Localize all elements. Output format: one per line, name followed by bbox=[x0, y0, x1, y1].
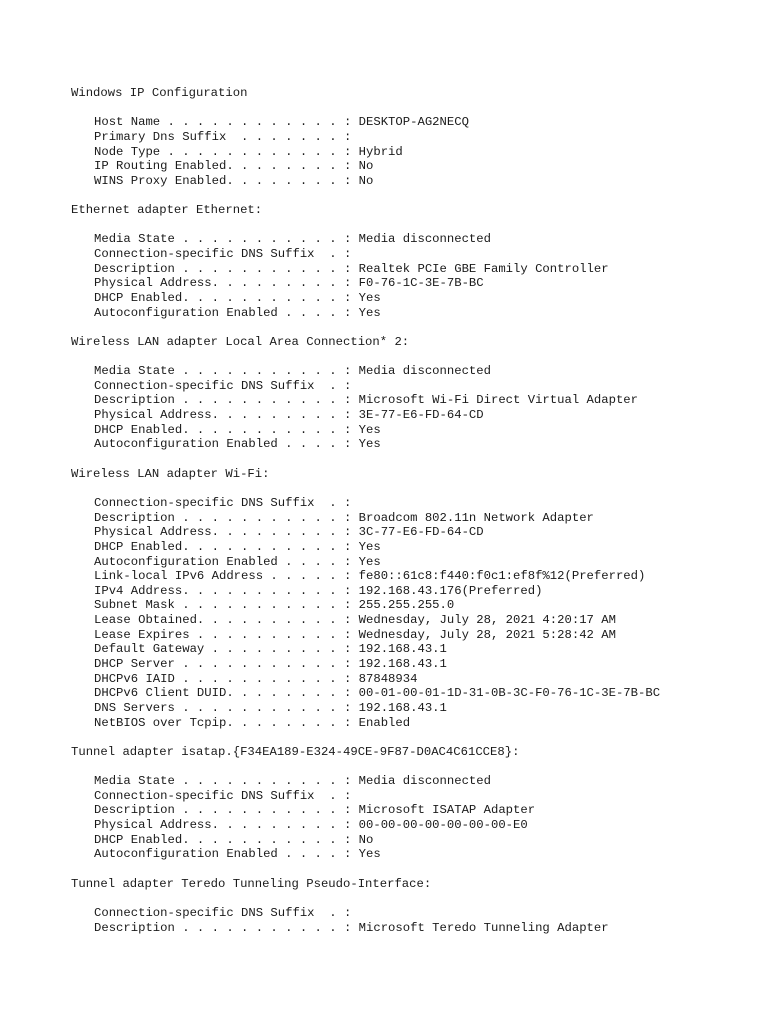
section-heading: Tunnel adapter Teredo Tunneling Pseudo-Interface: bbox=[71, 876, 432, 891]
blank-line bbox=[71, 452, 761, 467]
colon-separator: : bbox=[343, 788, 359, 803]
document-title: Windows IP Configuration bbox=[71, 86, 248, 100]
config-label: Physical Address. . . . . . . . . bbox=[94, 276, 344, 291]
config-row bbox=[71, 232, 761, 247]
config-label: Media State . . . . . . . . . . . bbox=[94, 774, 344, 789]
config-label: IP Routing Enabled. . . . . . . . bbox=[94, 159, 344, 174]
config-label: Lease Expires . . . . . . . . . . bbox=[94, 627, 344, 642]
config-value: F0-76-1C-3E-7B-BC bbox=[358, 276, 484, 291]
config-label: Physical Address. . . . . . . . . bbox=[94, 525, 344, 540]
config-value: Microsoft ISATAP Adapter bbox=[358, 803, 536, 818]
config-label: DHCPv6 Client DUID. . . . . . . . bbox=[94, 686, 344, 701]
colon-separator: : bbox=[343, 115, 359, 130]
colon-separator: : bbox=[343, 847, 359, 862]
section-heading: Tunnel adapter isatap.{F34EA189-E324-49CE-9F87-D0AC4C61CCE8}: bbox=[71, 744, 520, 759]
config-row bbox=[71, 642, 761, 657]
config-label: Node Type . . . . . . . . . . . . bbox=[94, 144, 344, 159]
config-value: Microsoft Teredo Tunneling Adapter bbox=[358, 920, 609, 935]
config-label: Default Gateway . . . . . . . . . bbox=[94, 642, 344, 657]
config-label: Connection-specific DNS Suffix . bbox=[94, 495, 344, 510]
colon-separator: : bbox=[343, 378, 359, 393]
config-row bbox=[71, 496, 761, 511]
colon-separator: : bbox=[343, 261, 359, 276]
colon-separator: : bbox=[343, 422, 359, 437]
blank-line bbox=[71, 101, 761, 116]
config-value: No bbox=[358, 832, 374, 847]
colon-separator: : bbox=[343, 627, 359, 642]
adapter-section bbox=[71, 745, 761, 877]
config-value: 192.168.43.1 bbox=[358, 656, 447, 671]
config-value: Media disconnected bbox=[358, 774, 491, 789]
config-row bbox=[71, 291, 761, 306]
config-row bbox=[71, 686, 761, 701]
adapter-section bbox=[71, 467, 761, 745]
config-row bbox=[71, 833, 761, 848]
config-row bbox=[71, 803, 761, 818]
config-value: Realtek PCIe GBE Family Controller bbox=[358, 261, 609, 276]
config-label: Connection-specific DNS Suffix . bbox=[94, 788, 344, 803]
colon-separator: : bbox=[343, 671, 359, 686]
colon-separator: : bbox=[343, 700, 359, 715]
config-label: DHCP Enabled. . . . . . . . . . . bbox=[94, 422, 344, 437]
config-value: Yes bbox=[358, 539, 381, 554]
config-label: Connection-specific DNS Suffix . bbox=[94, 247, 344, 262]
config-row bbox=[71, 921, 761, 936]
blank-line bbox=[71, 218, 761, 233]
config-row bbox=[71, 672, 761, 687]
config-value: 87848934 bbox=[358, 671, 418, 686]
colon-separator: : bbox=[343, 569, 359, 584]
colon-separator: : bbox=[343, 818, 359, 833]
config-label: Subnet Mask . . . . . . . . . . . bbox=[94, 598, 344, 613]
config-value: 255.255.255.0 bbox=[358, 598, 455, 613]
config-label: Description . . . . . . . . . . . bbox=[94, 803, 344, 818]
colon-separator: : bbox=[343, 803, 359, 818]
config-label: Host Name . . . . . . . . . . . . bbox=[94, 115, 344, 130]
config-value: Wednesday, July 28, 2021 5:28:42 AM bbox=[358, 627, 616, 642]
config-row bbox=[71, 540, 761, 555]
config-value: Microsoft Wi-Fi Direct Virtual Adapter bbox=[358, 393, 639, 408]
config-row bbox=[71, 628, 761, 643]
config-row bbox=[71, 145, 761, 160]
config-row bbox=[71, 906, 761, 921]
config-value: fe80::61c8:f440:f0c1:ef8f%12(Preferred) bbox=[358, 569, 646, 584]
section-heading: Wireless LAN adapter Wi-Fi: bbox=[71, 466, 270, 481]
config-label: WINS Proxy Enabled. . . . . . . . bbox=[94, 173, 344, 188]
colon-separator: : bbox=[343, 774, 359, 789]
config-value: 00-01-00-01-1D-31-0B-3C-F0-76-1C-3E-7B-BC bbox=[358, 686, 661, 701]
colon-separator: : bbox=[343, 364, 359, 379]
config-row bbox=[71, 569, 761, 584]
colon-separator: : bbox=[343, 247, 359, 262]
blank-line bbox=[71, 862, 761, 877]
config-row bbox=[71, 525, 761, 540]
config-value: 3C-77-E6-FD-64-CD bbox=[358, 525, 484, 540]
blank-line bbox=[71, 891, 761, 906]
config-value: 192.168.43.1 bbox=[358, 700, 447, 715]
config-value: 3E-77-E6-FD-64-CD bbox=[358, 408, 484, 423]
config-value: Yes bbox=[358, 554, 381, 569]
colon-separator: : bbox=[343, 686, 359, 701]
config-label: Physical Address. . . . . . . . . bbox=[94, 408, 344, 423]
sections-container bbox=[71, 115, 761, 935]
colon-separator: : bbox=[343, 144, 359, 159]
colon-separator: : bbox=[343, 525, 359, 540]
config-row bbox=[71, 437, 761, 452]
colon-separator: : bbox=[343, 129, 359, 144]
config-row bbox=[71, 408, 761, 423]
colon-separator: : bbox=[343, 554, 359, 569]
config-label: DHCP Enabled. . . . . . . . . . . bbox=[94, 539, 344, 554]
adapter-section bbox=[71, 115, 761, 203]
config-label: DHCP Enabled. . . . . . . . . . . bbox=[94, 290, 344, 305]
config-value: Hybrid bbox=[358, 144, 403, 159]
config-value: Yes bbox=[358, 305, 381, 320]
colon-separator: : bbox=[343, 583, 359, 598]
config-value: Broadcom 802.11n Network Adapter bbox=[358, 510, 594, 525]
config-label: NetBIOS over Tcpip. . . . . . . . bbox=[94, 715, 344, 730]
config-value: No bbox=[358, 159, 374, 174]
config-value: Media disconnected bbox=[358, 232, 491, 247]
config-label: IPv4 Address. . . . . . . . . . . bbox=[94, 583, 344, 598]
config-row bbox=[71, 364, 761, 379]
colon-separator: : bbox=[343, 510, 359, 525]
blank-line bbox=[71, 481, 761, 496]
config-label: Description . . . . . . . . . . . bbox=[94, 393, 344, 408]
config-label: Description . . . . . . . . . . . bbox=[94, 920, 344, 935]
adapter-section bbox=[71, 877, 761, 936]
config-label: DHCP Server . . . . . . . . . . . bbox=[94, 656, 344, 671]
config-value: Media disconnected bbox=[358, 364, 491, 379]
colon-separator: : bbox=[343, 290, 359, 305]
config-label: DNS Servers . . . . . . . . . . . bbox=[94, 700, 344, 715]
config-value: DESKTOP-AG2NECQ bbox=[358, 115, 469, 130]
config-row bbox=[71, 847, 761, 862]
ipconfig-output bbox=[71, 86, 761, 935]
colon-separator: : bbox=[343, 305, 359, 320]
adapter-section bbox=[71, 335, 761, 467]
adapter-section bbox=[71, 203, 761, 335]
config-label: Connection-specific DNS Suffix . bbox=[94, 905, 344, 920]
colon-separator: : bbox=[343, 232, 359, 247]
config-value: Enabled bbox=[358, 715, 411, 730]
colon-separator: : bbox=[343, 495, 359, 510]
config-row bbox=[71, 818, 761, 833]
config-row bbox=[71, 716, 761, 731]
colon-separator: : bbox=[343, 173, 359, 188]
colon-separator: : bbox=[343, 159, 359, 174]
config-row bbox=[71, 555, 761, 570]
config-row bbox=[71, 598, 761, 613]
colon-separator: : bbox=[343, 920, 359, 935]
config-label: Media State . . . . . . . . . . . bbox=[94, 364, 344, 379]
config-label: Link-local IPv6 Address . . . . . bbox=[94, 569, 344, 584]
config-row bbox=[71, 247, 761, 262]
config-label: Autoconfiguration Enabled . . . . bbox=[94, 554, 344, 569]
config-row bbox=[71, 115, 761, 130]
colon-separator: : bbox=[343, 715, 359, 730]
colon-separator: : bbox=[343, 598, 359, 613]
config-value: Yes bbox=[358, 422, 381, 437]
config-label: Autoconfiguration Enabled . . . . bbox=[94, 847, 344, 862]
colon-separator: : bbox=[343, 437, 359, 452]
blank-line bbox=[71, 320, 761, 335]
colon-separator: : bbox=[343, 905, 359, 920]
config-value: Wednesday, July 28, 2021 4:20:17 AM bbox=[358, 613, 616, 628]
config-label: Description . . . . . . . . . . . bbox=[94, 261, 344, 276]
colon-separator: : bbox=[343, 408, 359, 423]
config-label: Physical Address. . . . . . . . . bbox=[94, 818, 344, 833]
config-label: Connection-specific DNS Suffix . bbox=[94, 378, 344, 393]
config-row bbox=[71, 276, 761, 291]
config-row bbox=[71, 159, 761, 174]
config-label: Autoconfiguration Enabled . . . . bbox=[94, 437, 344, 452]
colon-separator: : bbox=[343, 656, 359, 671]
blank-line bbox=[71, 188, 761, 203]
config-label: DHCP Enabled. . . . . . . . . . . bbox=[94, 832, 344, 847]
config-label: Description . . . . . . . . . . . bbox=[94, 510, 344, 525]
section-heading: Ethernet adapter Ethernet: bbox=[71, 203, 263, 218]
config-row bbox=[71, 262, 761, 277]
config-label: Lease Obtained. . . . . . . . . . bbox=[94, 613, 344, 628]
config-value: No bbox=[358, 173, 374, 188]
config-value: 00-00-00-00-00-00-00-E0 bbox=[358, 818, 528, 833]
config-value: 192.168.43.176(Preferred) bbox=[358, 583, 543, 598]
section-heading: Wireless LAN adapter Local Area Connection* 2: bbox=[71, 334, 410, 349]
colon-separator: : bbox=[343, 642, 359, 657]
colon-separator: : bbox=[343, 613, 359, 628]
config-row bbox=[71, 511, 761, 526]
config-value: 192.168.43.1 bbox=[358, 642, 447, 657]
config-row bbox=[71, 613, 761, 628]
colon-separator: : bbox=[343, 539, 359, 554]
config-value: Yes bbox=[358, 847, 381, 862]
config-row bbox=[71, 379, 761, 394]
config-row bbox=[71, 174, 761, 189]
config-row bbox=[71, 774, 761, 789]
config-label: Autoconfiguration Enabled . . . . bbox=[94, 305, 344, 320]
config-row bbox=[71, 306, 761, 321]
config-label: Media State . . . . . . . . . . . bbox=[94, 232, 344, 247]
blank-line bbox=[71, 730, 761, 745]
colon-separator: : bbox=[343, 832, 359, 847]
config-row bbox=[71, 789, 761, 804]
config-row bbox=[71, 130, 761, 145]
blank-line bbox=[71, 350, 761, 365]
blank-line bbox=[71, 759, 761, 774]
config-value: Yes bbox=[358, 437, 381, 452]
config-value: Yes bbox=[358, 290, 381, 305]
config-row bbox=[71, 584, 761, 599]
config-row bbox=[71, 393, 761, 408]
config-row bbox=[71, 423, 761, 438]
colon-separator: : bbox=[343, 393, 359, 408]
config-label: Primary Dns Suffix . . . . . . . bbox=[94, 129, 344, 144]
config-label: DHCPv6 IAID . . . . . . . . . . . bbox=[94, 671, 344, 686]
config-row bbox=[71, 657, 761, 672]
colon-separator: : bbox=[343, 276, 359, 291]
config-row bbox=[71, 701, 761, 716]
